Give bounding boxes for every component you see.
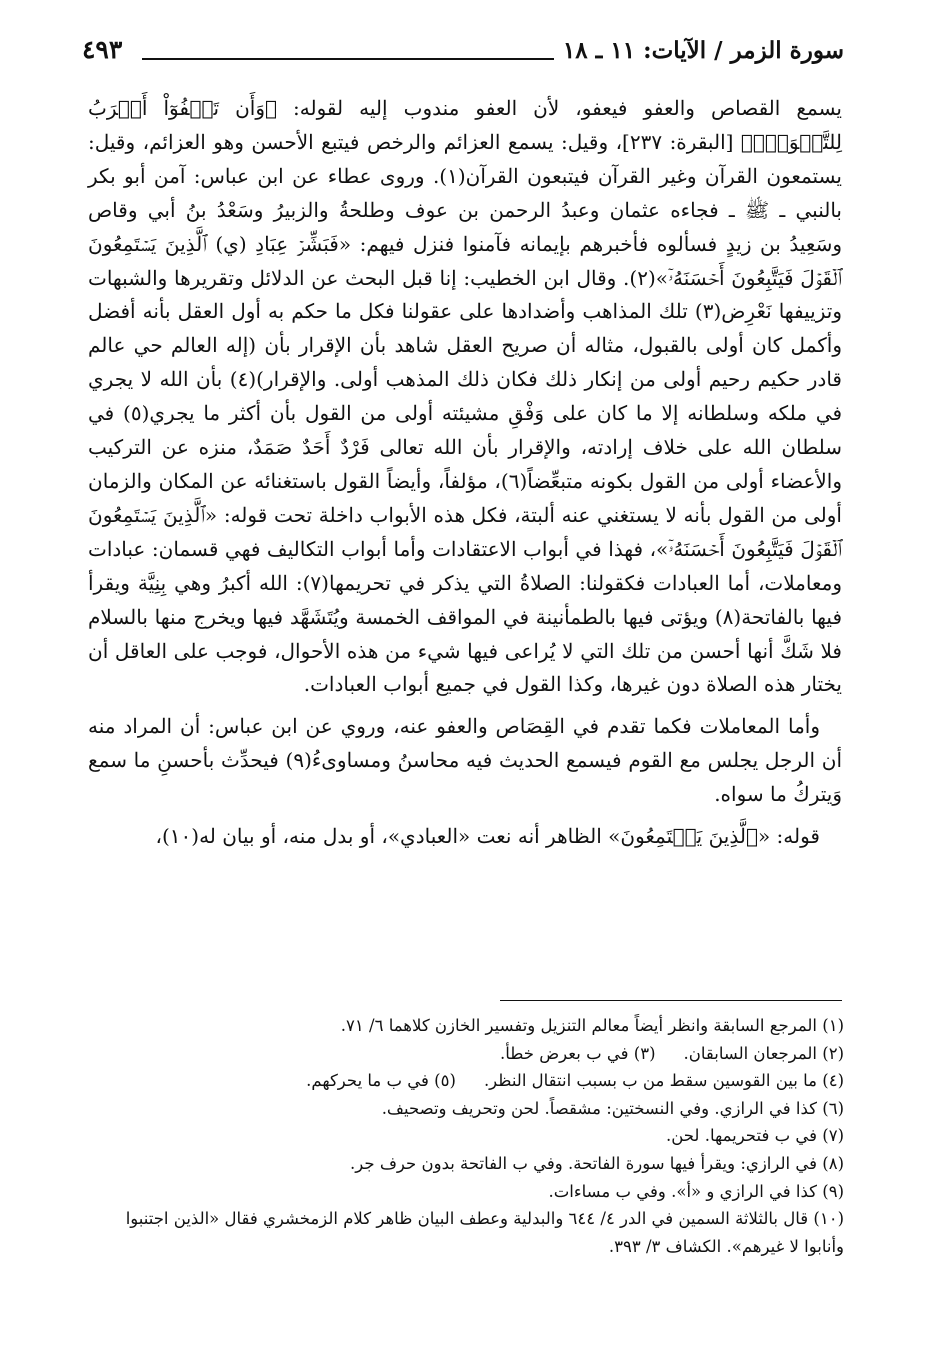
footnote-row-4-5	[86, 1067, 844, 1095]
running-title: سورة الزمر / الآيات: ١١ ـ ١٨	[562, 37, 844, 64]
header-rule	[142, 58, 554, 60]
footnote-3: (٣) في ب بعرض خطأ.	[499, 1043, 656, 1063]
page-number: ٤٩٣	[82, 35, 123, 64]
footnote-8: (٨) في الرازي: ويقرأ فيها سورة الفاتحة. وفي ب الفاتحة بدون حرف جر.	[350, 1153, 844, 1173]
footnote-7: (٧) في ب فتحريمها. لحن.	[665, 1126, 844, 1146]
footnote-4: (٤) ما بين القوسين سقط من ب بسبب انتقال النظر.	[483, 1071, 844, 1091]
main-text	[88, 92, 842, 854]
footnote-9: (٩) كذا في الرازي و «أ». وفي ب مساءات.	[548, 1181, 844, 1201]
paragraph-1: يسمع القصاص والعفو فيعفو، لأن العفو مندوب إليه لقوله: ﴿وَأَن تَعۡفُوٓاْ أَقۡرَبُ لِلتَّقۡوَىٰۚ﴾ [البقرة: ٢٣٧]، وقيل: يسمع العزائم والرخص فيتبع الأحسن وهو العزائم، وقيل: يستمعون القرآن وغير القرآن فيتبعون القرآن(١). وروى عطاء عن ابن عباس: آمن أبو بكر بالنبي ـ ﷺ ـ فجاءه عثمان وعبدُ الرحمن بن عوف وطلحةُ والزبيرُ وسَعْدُ بنُ أبي وقاص وسَعِيدُ بن زيدٍ فسألوه فأخبرهم بإيمانه فآمنوا فنزل فيهم: «فَبَشِّرۡ عِبَادِ (ي) ٱلَّذِينَ يَسۡتَمِعُونَ ٱلۡقَوۡلَ فَيَتَّبِعُونَ أَحۡسَنَهُۥٓ»(٢). وقال ابن الخطيب: إنا قبل البحث عن الدلائل وتقريرها والشبهات وتزييفها نَعْرِض(٣) تلك المذاهب وأضدادها على عقولنا فكل ما حكم به أول العقل بأنه أفضل وأكمل كان أولى بالقبول، مثاله أن صريح العقل شاهد بأن الإقرار بأن (إله العالم حي عالم قادر حكيم رحيم أولى من إنكار ذلك فكان ذلك المذهب أولى. والإقرار)(٤) بأن الله لا يجري في ملكه وسلطانه إلا ما كان على وَفْقِ مشيئته أولى من القول بأن أكثر ما يجري(٥) في سلطان الله على خلاف إرادته، والإقرار بأن الله تعالى فَرْدٌ أَحَدٌ صَمَدٌ، منزه عن التركيب والأعضاء أولى من القول بكونه متبعِّضاً(٦)، مؤلفاً، وأيضاً القول باستغنائه عن المكان والزمان أولى من القول بأنه لا يستغني عنه ألبتة، فكل هذه الأبواب داخلة تحت قوله: «ٱلَّذِينَ يَسۡتَمِعُونَ ٱلۡقَوۡلَ فَيَتَّبِعُونَ أَحۡسَنَهُۥٓ»، فهذا في أبواب الاعتقادات وأما أبواب التكاليف فهي قسمان: عبادات ومعاملات، أما العبادات فكقولنا: الصلاةُ التي يذكر في تحريمها(٧): الله أكبرُ وهي بِنِيَّة ويقرأ فيها بالفاتحة(٨) ويؤتى فيها بالطمأنينة في المواقف الخمسة ويُتَشَهَّد فيها ويخرج منها بالسلام فلا شَكَّ أنها أحسن من تلك التي لا يُراعى فيها شيء من هذه الأحوال، فوجب على العاقل أن يختار هذه الصلاة دون غيرها، وكذا القول في جميع أبواب العبادات.	[88, 96, 843, 697]
page-header	[82, 30, 844, 70]
footnote-separator	[500, 1000, 842, 1001]
footnote-2: (٢) المرجعان السابقان.	[683, 1043, 844, 1063]
footnote-5: (٥) في ب ما يحركهم.	[306, 1071, 456, 1091]
paragraph-3: قوله: «ٱلَّذِينَ يَسۡتَمِعُونَ» الظاهر أنه نعت «العبادي»، أو بدل منه، أو بيان له(١٠)،	[155, 824, 820, 849]
footnote-6: (٦) كذا في الرازي. وفي النسختين: مشقصاً. لحن وتحريف وتصحيف.	[381, 1098, 844, 1118]
paragraph-2: وأما المعاملات فكما تقدم في القِصَاص والعفو عنه، وروي عن ابن عباس: أن المراد منه أن الرجل يجلس مع القوم فيسمع الحديث فيه محاسنُ ومساوىءُ(٩) فيحدِّث بأحسنِ ما سمع وَيتركُ ما سواه.	[88, 714, 842, 807]
footnotes	[86, 1012, 844, 1260]
footnote-10: (١٠) قال بالثلاثة السمين في الدر ٤/ ٦٤٤ والبدلية وعطف البيان ظاهر كلام الزمخشري فقال «الذين اجتنبوا وأنابوا لا غيرهم». الكشاف ٣/ ٣٩٣.	[125, 1209, 844, 1256]
footnote-1: (١) المرجع السابقة وانظر أيضاً معالم التنزيل وتفسير الخازن كلاهما ٦/ ٧١.	[340, 1016, 844, 1035]
footnote-row-2-3	[86, 1040, 844, 1068]
